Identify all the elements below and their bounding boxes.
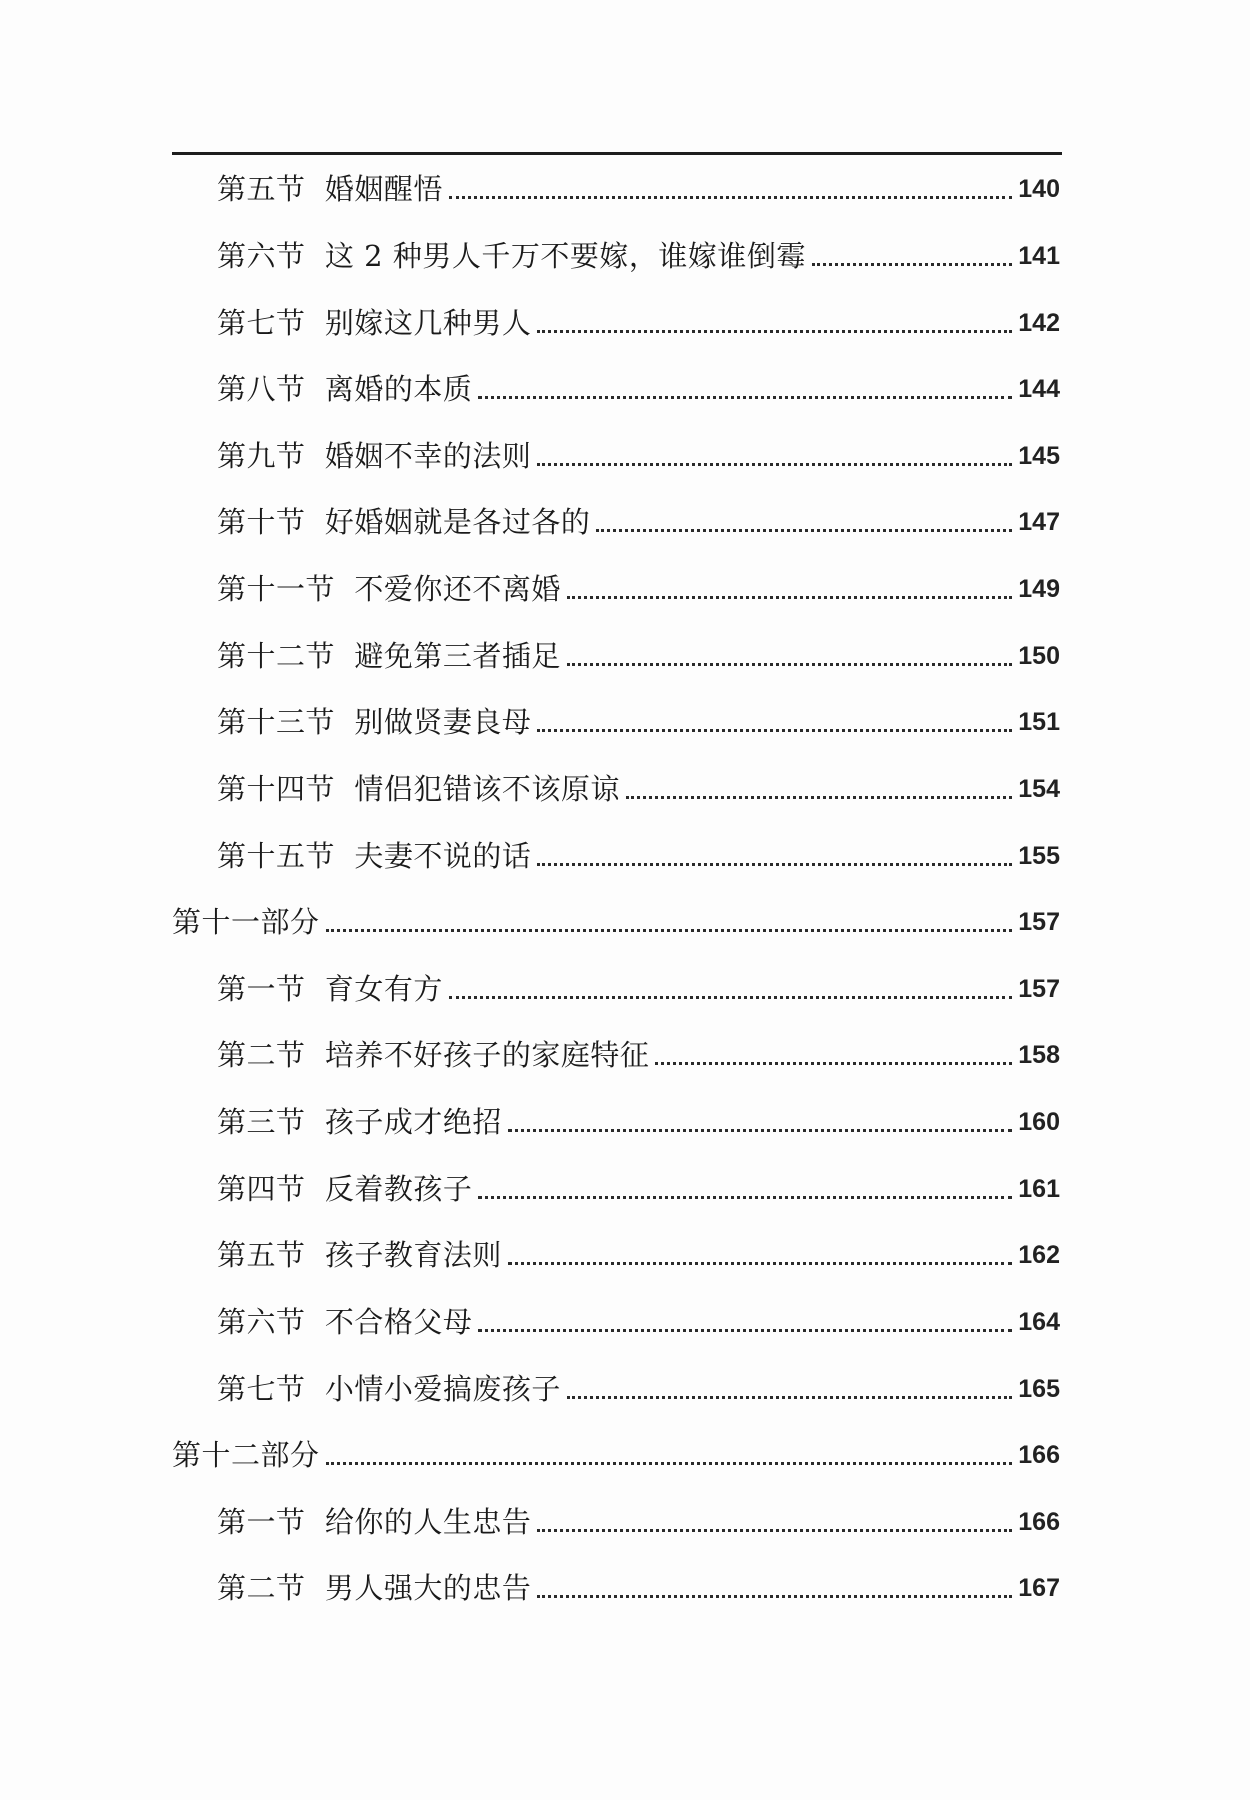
toc-entry-label: 第五节 婚姻醒悟 xyxy=(217,172,443,206)
toc-entry[interactable] xyxy=(217,169,1060,209)
dot-leader xyxy=(567,596,1012,599)
toc-entry[interactable] xyxy=(217,969,1060,1009)
toc-entry-label: 第六节 不合格父母 xyxy=(217,1305,473,1339)
dot-leader xyxy=(326,1462,1013,1465)
dot-leader xyxy=(626,796,1012,799)
dot-leader xyxy=(596,529,1012,532)
toc-entry-label: 第十三节 别做贤妻良母 xyxy=(217,705,532,739)
toc-entry-label: 第十四节 情侣犯错该不该原谅 xyxy=(217,772,620,806)
toc-entry-page: 145 xyxy=(1018,442,1060,470)
toc-entry[interactable] xyxy=(217,569,1060,609)
dot-leader xyxy=(537,330,1012,333)
toc-entry-label: 第一节 给你的人生忠告 xyxy=(217,1505,532,1539)
toc-entry-page: 165 xyxy=(1018,1375,1060,1403)
dot-leader xyxy=(537,463,1012,466)
toc-entry-label: 第四节 反着教孩子 xyxy=(217,1172,473,1206)
toc-entry-page: 151 xyxy=(1018,708,1060,736)
toc-entry-page: 141 xyxy=(1018,242,1060,270)
toc-entry-label: 第一节 育女有方 xyxy=(217,972,443,1006)
toc-entry[interactable] xyxy=(217,1568,1060,1608)
toc-entry-page: 166 xyxy=(1018,1441,1060,1469)
toc-entry-label: 第八节 离婚的本质 xyxy=(217,372,473,406)
toc-entry-page: 164 xyxy=(1018,1308,1060,1336)
toc-entry-label: 第五节 孩子教育法则 xyxy=(217,1238,502,1272)
toc-entry-label: 第十五节 夫妻不说的话 xyxy=(217,839,532,873)
toc-entry-page: 162 xyxy=(1018,1241,1060,1269)
toc-entry-page: 140 xyxy=(1018,175,1060,203)
toc-part-entry[interactable] xyxy=(172,1435,1060,1475)
dot-leader xyxy=(812,263,1012,266)
toc-entry-page: 155 xyxy=(1018,842,1060,870)
toc-entry[interactable] xyxy=(217,769,1060,809)
dot-leader xyxy=(478,1196,1012,1199)
dot-leader xyxy=(326,929,1013,932)
toc-entry-page: 167 xyxy=(1018,1574,1060,1602)
dot-leader xyxy=(449,996,1012,999)
toc-entry[interactable] xyxy=(217,369,1060,409)
toc-entry-page: 147 xyxy=(1018,508,1060,536)
toc-entry-label: 第十节 好婚姻就是各过各的 xyxy=(217,505,591,539)
toc-entry-page: 150 xyxy=(1018,642,1060,670)
toc-entry-page: 142 xyxy=(1018,309,1060,337)
toc-entry-label: 第二节 男人强大的忠告 xyxy=(217,1571,532,1605)
toc-entry[interactable] xyxy=(217,636,1060,676)
dot-leader xyxy=(655,1062,1012,1065)
toc-entry-page: 158 xyxy=(1018,1041,1060,1069)
toc-entry[interactable] xyxy=(217,1169,1060,1209)
toc-entry-page: 166 xyxy=(1018,1508,1060,1536)
toc-entry[interactable] xyxy=(217,1369,1060,1409)
dot-leader xyxy=(478,1329,1012,1332)
toc-entry-label: 第三节 孩子成才绝招 xyxy=(217,1105,502,1139)
dot-leader xyxy=(508,1262,1012,1265)
toc-entry-label: 第六节 这 2 种男人千万不要嫁，谁嫁谁倒霉 xyxy=(217,239,806,273)
toc-entry[interactable] xyxy=(217,303,1060,343)
toc-entry[interactable] xyxy=(217,1235,1060,1275)
toc-entry[interactable] xyxy=(217,1102,1060,1142)
dot-leader xyxy=(449,196,1012,199)
toc-part-entry[interactable] xyxy=(172,902,1060,942)
dot-leader xyxy=(508,1129,1012,1132)
toc-entry-label: 第十一节 不爱你还不离婚 xyxy=(217,572,561,606)
toc-part-label: 第十二部分 xyxy=(172,1438,320,1472)
toc-entry[interactable] xyxy=(217,1502,1060,1542)
header-rule xyxy=(172,152,1062,155)
dot-leader xyxy=(537,729,1012,732)
toc-entry[interactable] xyxy=(217,836,1060,876)
toc-entry[interactable] xyxy=(217,502,1060,542)
toc-entry-label: 第二节 培养不好孩子的家庭特征 xyxy=(217,1038,650,1072)
toc-entry[interactable] xyxy=(217,702,1060,742)
toc-entry-label: 第七节 别嫁这几种男人 xyxy=(217,306,532,340)
toc-entry-page: 160 xyxy=(1018,1108,1060,1136)
toc-entry-page: 154 xyxy=(1018,775,1060,803)
toc-entry-page: 144 xyxy=(1018,375,1060,403)
toc-entry-page: 161 xyxy=(1018,1175,1060,1203)
toc-entry-page: 149 xyxy=(1018,575,1060,603)
dot-leader xyxy=(567,663,1012,666)
toc-entry[interactable] xyxy=(217,1035,1060,1075)
toc-entry-label: 第九节 婚姻不幸的法则 xyxy=(217,439,532,473)
toc-entry-label: 第十二节 避免第三者插足 xyxy=(217,639,561,673)
toc-entry[interactable] xyxy=(217,1302,1060,1342)
dot-leader xyxy=(537,1595,1012,1598)
dot-leader xyxy=(537,863,1012,866)
toc-entry[interactable] xyxy=(217,436,1060,476)
toc-entry-page: 157 xyxy=(1018,975,1060,1003)
toc-entry[interactable] xyxy=(217,236,1060,276)
toc-part-label: 第十一部分 xyxy=(172,905,320,939)
dot-leader xyxy=(537,1529,1012,1532)
dot-leader xyxy=(567,1396,1012,1399)
toc-entry-label: 第七节 小情小爱搞废孩子 xyxy=(217,1372,561,1406)
toc-entry-page: 157 xyxy=(1018,908,1060,936)
dot-leader xyxy=(478,396,1012,399)
